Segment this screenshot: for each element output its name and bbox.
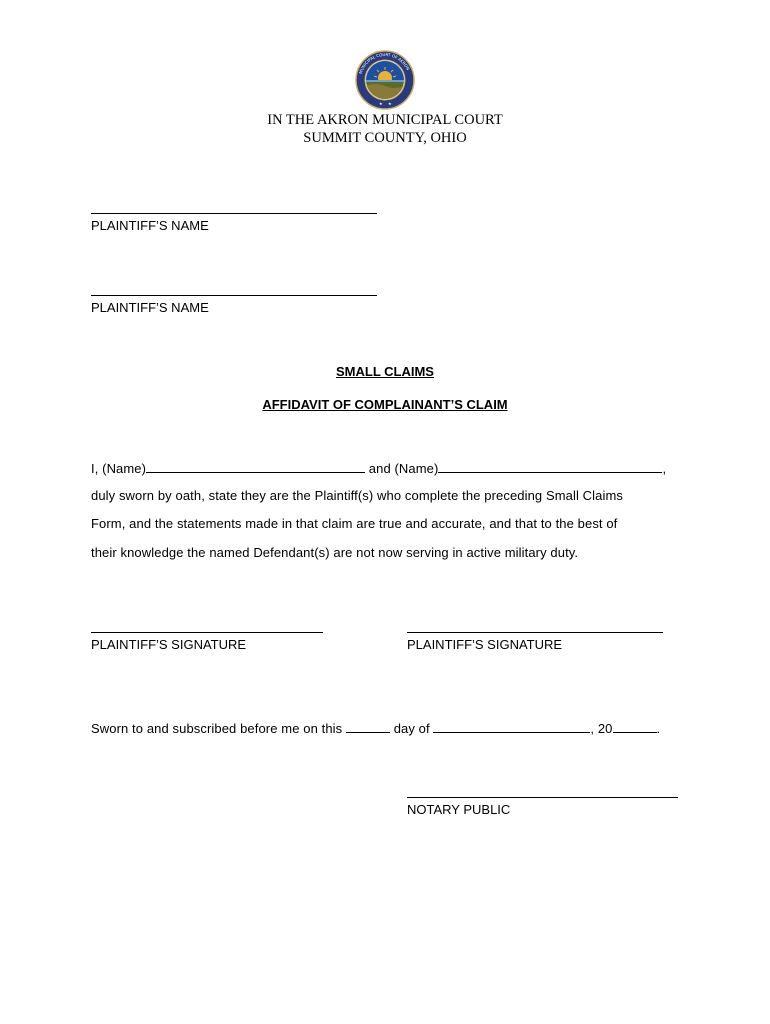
plaintiff-name-label-2: PLAINTIFF’S NAME <box>91 300 209 315</box>
svg-text:★: ★ <box>379 101 383 106</box>
statement-line-4: their knowledge the named Defendant(s) are not now serving in active military duty. <box>91 545 579 560</box>
affidavit-title: AFFIDAVIT OF COMPLAINANT’S CLAIM <box>262 397 508 412</box>
svg-text:★: ★ <box>388 101 392 106</box>
notary-signature-line[interactable] <box>407 797 678 798</box>
statement-line-2: duly sworn by oath, state they are the Plaintiff(s) who complete the preceding Small Claims <box>91 488 624 503</box>
name-suffix: , <box>662 461 667 476</box>
first-name-blank[interactable] <box>146 460 365 473</box>
sworn-statement-line <box>91 720 660 737</box>
court-name: IN THE AKRON MUNICIPAL COURT <box>267 112 503 128</box>
notary-public-label: NOTARY PUBLIC <box>407 802 511 817</box>
sworn-period: . <box>656 721 661 736</box>
court-seal-icon <box>355 50 415 110</box>
statement-line-1 <box>91 460 666 477</box>
court-seal <box>355 50 415 110</box>
small-claims-title: SMALL CLAIMS <box>336 364 434 379</box>
plaintiff-signature-line-left[interactable] <box>91 632 323 633</box>
day-of-label: day of <box>393 721 430 736</box>
sworn-prefix: Sworn to and subscribed before me on this <box>91 721 343 736</box>
second-name-blank[interactable] <box>438 460 662 473</box>
plaintiff-name-line-1[interactable] <box>91 213 377 214</box>
plaintiff-signature-line-right[interactable] <box>407 632 663 633</box>
statement-line-3: Form, and the statements made in that claim are true and accurate, and that to the best of <box>91 516 618 531</box>
svg-text:MUNICIPAL COURT OF AKRON: MUNICIPAL COURT OF AKRON <box>357 51 411 75</box>
year-prefix: , 20 <box>590 721 613 736</box>
plaintiff-name-line-2[interactable] <box>91 295 377 296</box>
month-blank[interactable] <box>433 720 590 733</box>
name-prefix: I, (Name) <box>91 461 147 476</box>
plaintiff-name-label-1: PLAINTIFF’S NAME <box>91 218 209 233</box>
day-blank[interactable] <box>346 720 390 733</box>
year-blank[interactable] <box>613 720 657 733</box>
county-name: SUMMIT COUNTY, OHIO <box>303 130 467 146</box>
name-joiner: and (Name) <box>368 461 439 476</box>
plaintiff-signature-label-left: PLAINTIFF’S SIGNATURE <box>91 637 247 652</box>
plaintiff-signature-label-right: PLAINTIFF’S SIGNATURE <box>407 637 563 652</box>
